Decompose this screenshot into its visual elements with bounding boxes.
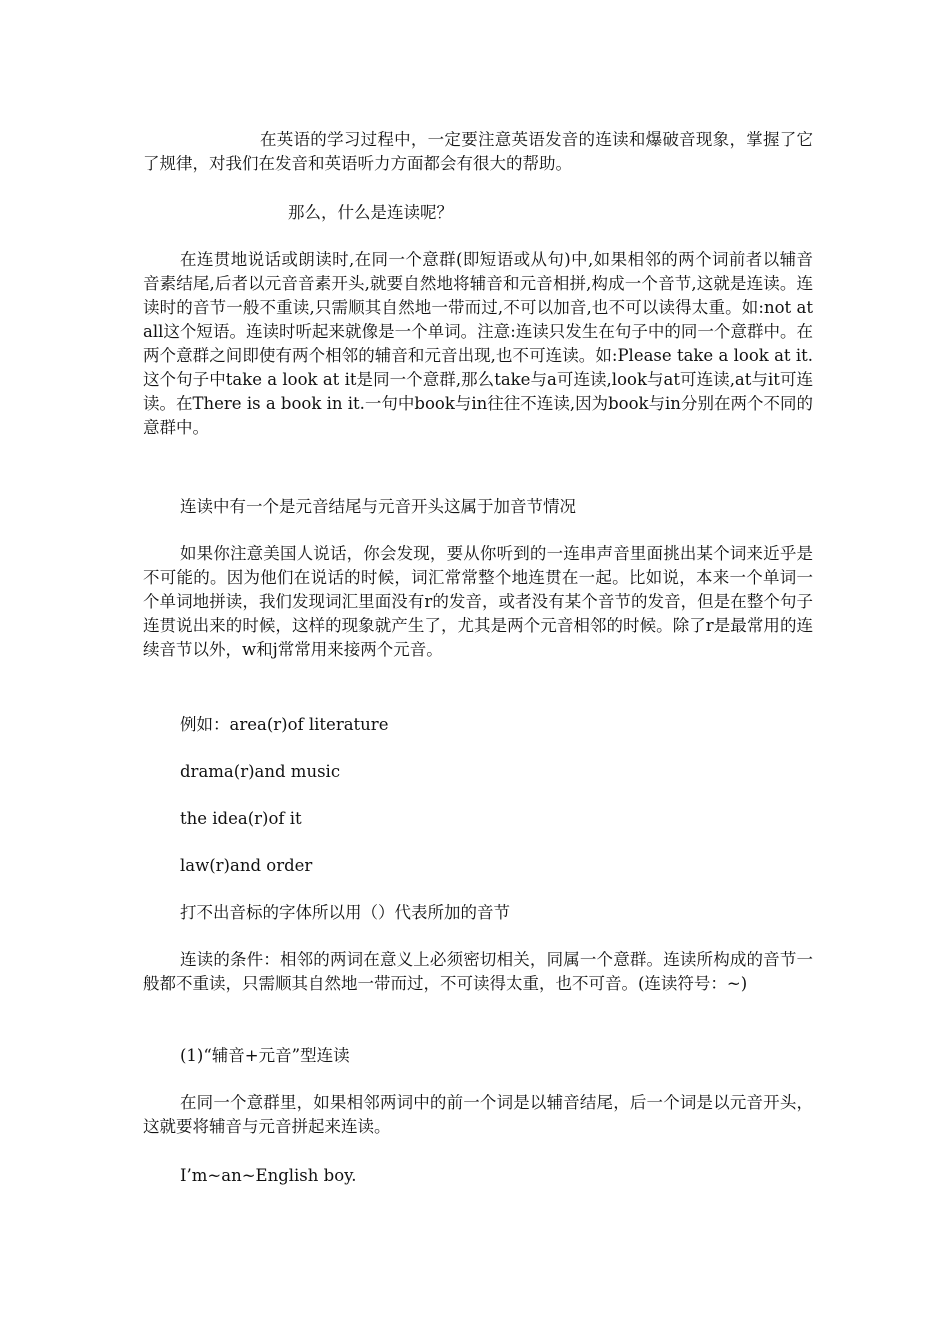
vowel-linking-note: 连读中有一个是元音结尾与元音开头这属于加音节情况	[180, 497, 576, 516]
example-line: the idea(r)of it	[180, 809, 302, 828]
phonetic-note: 打不出音标的字体所以用（）代表所加的音节	[180, 903, 510, 922]
definition-paragraph: 在连贯地说话或朗读时,在同一个意群(即短语或从句)中,如果相邻的两个词前者以辅音音素结尾,后者以元音音素开头,就要自然地将辅音和元音相拼,构成一个音节,这就是连读。连读时的音节一般不重读,只需顺其自然地一带而过,不可以加音,也不可以读得太重。如:not at all这个短语。连读时听起来就像是一个单词。注意:连读只发生在句子中的同一个意群中。在两个意群之间即使有两个相邻的辅音和元音出现,也不可连读。如:Please take a look at it.这个句子中take a look at it是同一个意群,那么take与a可连读,look与at可连读,at与it可连读。在There is a book in it.一句中book与in往往不连读,因为book与in分别在两个不同的意群中。	[143, 250, 813, 437]
consonant-vowel-paragraph: 在同一个意群里，如果相邻两词中的前一个词是以辅音结尾，后一个词是以元音开头，这就要将辅音与元音拼起来连读。	[143, 1093, 813, 1136]
example-line: law(r)and order	[180, 856, 313, 875]
section-heading: (1)“辅音+元音”型连读	[180, 1046, 350, 1065]
question-heading: 那么，什么是连读呢？	[288, 203, 453, 222]
intro-paragraph: 在英语的学习过程中，一定要注意英语发音的连读和爆破音现象，掌握了它了规律，对我们在发音和英语听力方面都会有很大的帮助。	[143, 130, 813, 173]
american-speech-paragraph: 如果你注意美国人说话，你会发现，要从你听到的一连串声音里面挑出某个词来近乎是不可能的。因为他们在说话的时候，词汇常常整个地连贯在一起。比如说，本来一个单词一个单词地拼读，我们发现词汇里面没有r的发音，或者没有某个音节的发音，但是在整个句子连贯说出来的时候，这样的现象就产生了，尤其是两个元音相邻的时候。除了r是最常用的连续音节以外，w和j常常用来接两个元音。	[143, 544, 813, 659]
example-sentence: I’m~an~English boy.	[180, 1166, 357, 1185]
example-line: drama(r)and music	[180, 762, 341, 781]
example-line: 例如：area(r)of literature	[180, 715, 389, 734]
linking-conditions-paragraph: 连读的条件：相邻的两词在意义上必须密切相关，同属一个意群。连读所构成的音节一般都不重读，只需顺其自然地一带而过，不可读得太重，也不可音。(连读符号：~)	[143, 950, 813, 993]
